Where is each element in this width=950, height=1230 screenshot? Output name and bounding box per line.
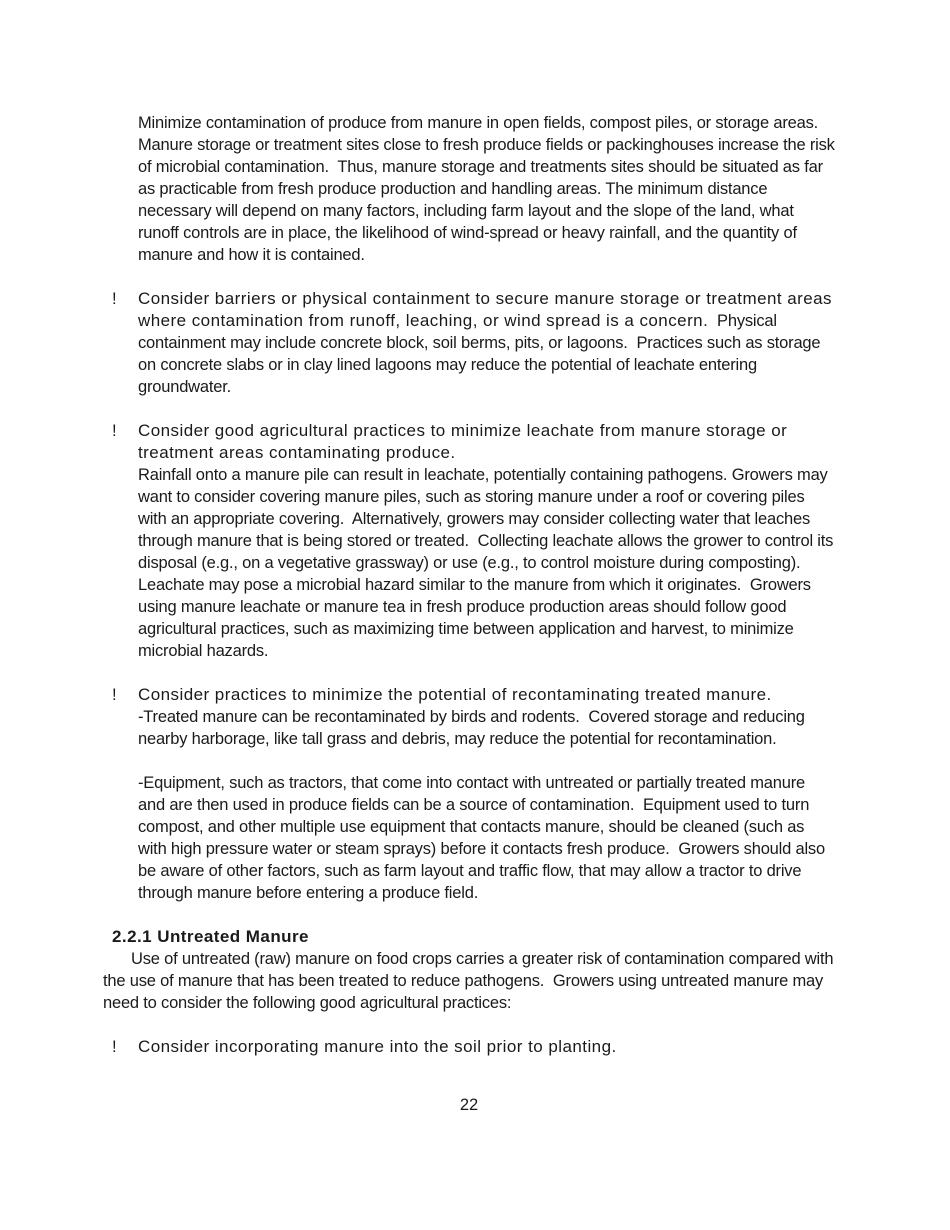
bullet-marker: ! (112, 290, 117, 308)
equipment-paragraph: -Equipment, such as tractors, that come into contact with untreated or partially treated manure and are then used in produce fields can be a source of contamination. Equipment used to turn compost, and other multiple use equipment that contacts manure, should be cleaned (such as with high pressure water or steam sprays) before it contacts fresh produce. Growers should also be aware of other factors, such as farm layout and traffic flow, that may allow a tractor to drive through manure before entering a produce field. (138, 774, 830, 902)
bullet-body: Rainfall onto a manure pile can result in leachate, potentially containing pathogens. Growers may want to consider covering manure piles, such as storing manure under a roof or covering piles with an appropriate covering. Alternatively, growers may consider collecting water that leaches through manure that is being stored or treated. Collecting leachate allows the grower to control its disposal (e.g., on a vegetative grassway) or use (e.g., to control moisture during composting). Leachate may pose a microbial hazard similar to the manure from which it originates. Growers using manure leachate or manure tea in fresh produce production areas should follow good agricultural practices, such as maximizing time between application and harvest, to minimize microbial hazards. (138, 466, 838, 660)
bullet-item-leachate (103, 420, 838, 662)
bullet-item-recontamination (103, 684, 835, 750)
bullet-marker: ! (112, 422, 117, 440)
bullet-marker: ! (112, 1038, 117, 1056)
page-number: 22 (459, 1096, 479, 1114)
bullet-text (138, 420, 838, 662)
bullet-text (138, 1036, 835, 1058)
bullet-item-incorporate-manure (103, 1036, 835, 1058)
bullet-item-physical-containment (103, 288, 838, 398)
bullet-lead: Consider good agricultural practices to minimize leachate from manure storage or treatment areas contaminating produce. (138, 421, 793, 462)
intro-paragraph: Minimize contamination of produce from manure in open fields, compost piles, or storage areas. Manure storage or treatment sites close to fresh produce fields or packinghouses increase the risk of microbial contamination. Thus, manure storage and treatments sites should be situated as far as practicable from fresh produce production and handling areas. The minimum distance necessary will depend on many factors, including farm layout and the slope of the land, what runoff controls are in place, the likelihood of wind-spread or heavy rainfall, and the quantity of manure and how it is contained. (138, 114, 840, 264)
bullet-lead: Consider practices to minimize the potential of recontaminating treated manure. (138, 685, 772, 704)
bullet-lead: Consider barriers or physical containment to secure manure storage or treatment areas where contamination from runoff, leaching, or wind spread is a concern. (138, 289, 838, 330)
bullet-text (138, 288, 838, 398)
section-heading: 2.2.1 Untreated Manure (112, 927, 309, 946)
page-content (103, 0, 840, 1116)
bullet-lead: Consider incorporating manure into the soil prior to planting. (138, 1037, 617, 1056)
untreated-manure-paragraph: Use of untreated (raw) manure on food crops carries a greater risk of contamination compared with the use of manure that has been treated to reduce pathogens. Growers using untreated manure may need to consider the following good agricultural practices: (103, 950, 838, 1012)
bullet-body: -Treated manure can be recontaminated by birds and rodents. Covered storage and reducing nearby harborage, like tall grass and debris, may reduce the potential for recontamination. (138, 708, 810, 748)
bullet-body: Physical containment may include concrete block, soil berms, pits, or lagoons. Practices such as storage on concrete slabs or in clay lined lagoons may reduce the potential of leachate entering groundwater. (138, 312, 825, 396)
bullet-marker: ! (112, 686, 117, 704)
bullet-text (138, 684, 835, 750)
